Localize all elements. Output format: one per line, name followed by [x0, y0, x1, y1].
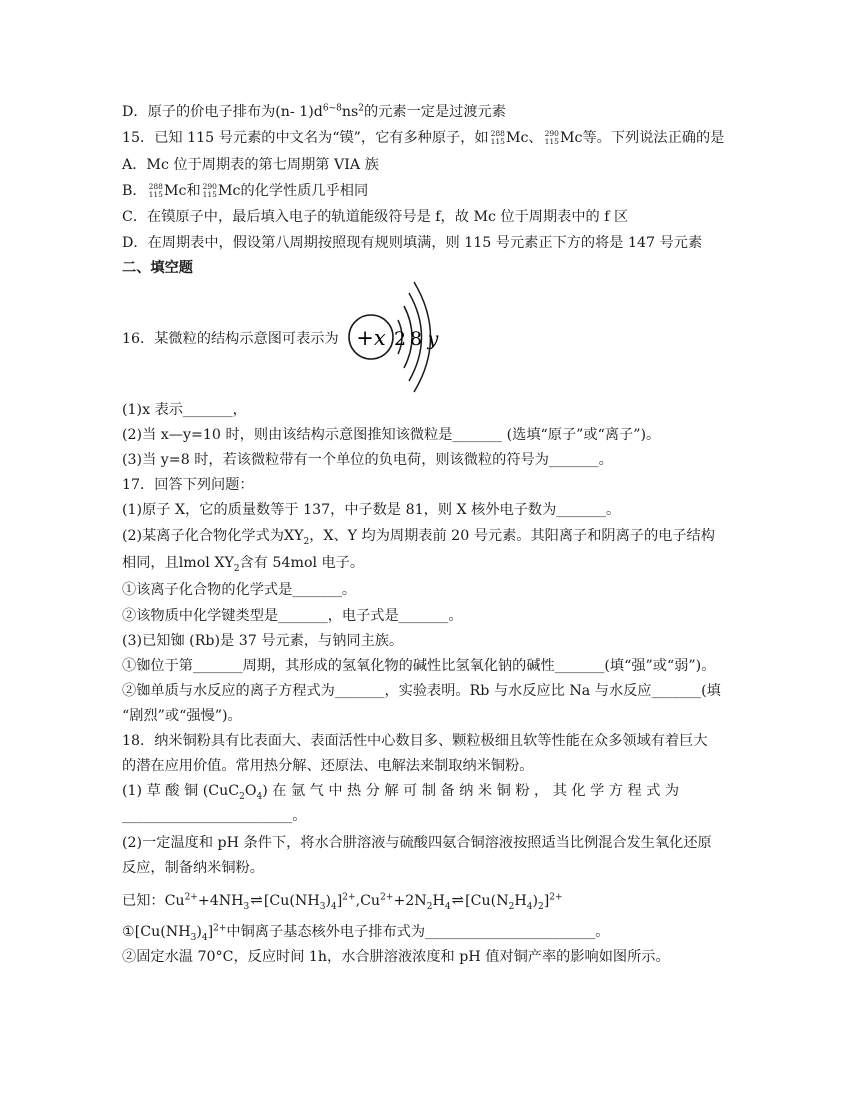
text: 15．已知 115 号元素的中文名为“镆”，它有多种原子，如: [122, 130, 489, 146]
atomic-number: 115: [544, 137, 559, 146]
element-symbol: Mc: [163, 183, 187, 199]
text: H: [432, 893, 445, 909]
text: [Cu(N: [465, 893, 509, 909]
subscript: 4: [201, 932, 208, 943]
subscript: 4: [256, 791, 263, 802]
atom-structure-diagram: [346, 280, 456, 395]
subscript: 4: [526, 901, 533, 912]
mass-number: 288: [490, 129, 505, 138]
question-18-part-1-answer-line: ________________________。: [122, 808, 307, 824]
subscript: 3: [319, 901, 326, 912]
text: 等。下列说法正确的是: [582, 130, 725, 146]
superscript: 2+: [213, 923, 227, 934]
subscript: 2: [538, 901, 544, 912]
text: 、: [528, 130, 543, 146]
subscript: 2: [233, 563, 240, 574]
question-18-part-2-b: ②固定水温 70°C，反应时间 1h，水合肼溶液浓度和 pH 值对铜产率的影响如图所示。: [122, 949, 670, 965]
text: ，X、Y 均为周期表前 20 号元素。其阳离子和阴离子的电子结构: [309, 528, 715, 544]
text: ) 在 氩 气 中 热 分 解 可 制 备 纳 米 铜 粉 ， 其 化 学 方 程 式 为: [262, 783, 680, 799]
question-17-part-3-b: ②铷单质与水反应的离子方程式为_______，实验表明。Rb 与水反应比 Na 与水反应_______(填: [122, 683, 721, 699]
text: +2N: [393, 893, 427, 909]
text: 含有 54mol 电子。: [239, 555, 365, 571]
question-18-stem-line-2: 的潜在应用价值。常用热分解、还原法、电解法来制取纳米铜粉。: [122, 758, 534, 774]
superscript: 2+: [549, 892, 563, 903]
subscript: 4: [331, 901, 337, 912]
text: ,Cu: [355, 893, 381, 909]
element-symbol: Mc: [559, 130, 583, 146]
shell-1-electrons: 2: [393, 328, 407, 350]
subscript: 2: [303, 536, 310, 547]
nucleus-charge: +x: [356, 326, 386, 350]
atomic-number: 115: [202, 190, 217, 199]
superscript: 2+: [184, 892, 198, 903]
isotope-notation: [149, 183, 163, 199]
formula: lmol XY: [178, 555, 234, 571]
subscript: 4: [444, 901, 451, 912]
question-16-part-1: (1)x 表示_______，: [122, 402, 247, 418]
isotope-notation: [203, 183, 217, 199]
mass-number: 290: [202, 182, 217, 191]
text: 和: [186, 183, 201, 199]
text: 的化学性质几乎相同: [240, 183, 369, 199]
known-equilibria: [122, 890, 563, 911]
text: [Cu(NH: [263, 893, 320, 909]
question-18-part-1: [122, 781, 679, 801]
text: ]: [207, 924, 214, 940]
option-c-q15: C．在镆原子中，最后填入电子的轨道能级符号是 f，故 Mc 位于周期表中的 f 区: [122, 209, 629, 225]
text: 已知：Cu: [122, 893, 185, 909]
text: ): [325, 893, 331, 909]
question-17-stem: 17．回答下列问题：: [122, 477, 254, 493]
text: (1) 草 酸 铜 (CuC: [122, 783, 240, 799]
isotope-notation: [545, 130, 559, 146]
superscript: 2+: [380, 892, 394, 903]
mass-number: 288: [148, 182, 163, 191]
question-15-stem: [122, 128, 724, 148]
element-symbol: Mc: [217, 183, 241, 199]
text: ]: [336, 893, 343, 909]
text: ): [532, 893, 538, 909]
shell-2-electrons: 8: [409, 328, 423, 350]
question-18-part-2-line-2: 反应，制备纳米铜粉。: [122, 860, 264, 876]
section-heading: 二、填空题: [122, 260, 193, 276]
superscript: 6~8: [322, 103, 342, 114]
question-16-part-2: (2)当 x—y=10 时，则由该结构示意图推知该微粒是_______ (选填“原子”或“离子”)。: [122, 427, 661, 443]
option-a-q15: A．Mc 位于周期表的第七周期第 VIA 族: [122, 157, 379, 173]
subscript: 3: [190, 932, 197, 943]
text: D．原子的价电子排布为(n- 1)d: [122, 104, 323, 120]
isotope-notation: [491, 130, 505, 146]
shell-3-electrons: y: [427, 328, 439, 350]
question-17-part-1: (1)原子 X，它的质量数等于 137，中子数是 81，则 X 核外电子数为_______。: [122, 502, 621, 518]
question-18-part-2-a: [122, 922, 610, 942]
question-17-part-2-a: ①该离子化合物的化学式是_______。: [122, 582, 357, 598]
option-b-q15: [122, 181, 368, 201]
text: H: [514, 893, 527, 909]
question-17-part-3: (3)已知铷 (Rb)是 37 号元素，与钠同主族。: [122, 633, 404, 649]
text: ①[Cu(NH: [122, 924, 191, 940]
question-18-stem-line-1: 18．纳米铜粉具有比表面大、表面活性中心数目多、颗粒极细且软等性能在众多领域有着巨大: [122, 733, 708, 749]
question-17-part-2-b: ②该物质中化学键类型是_______，电子式是_______。: [122, 608, 463, 624]
text: O: [244, 783, 257, 799]
text: B．: [122, 183, 147, 199]
atomic-number: 115: [148, 190, 163, 199]
subscript: 2: [426, 901, 433, 912]
element-symbol: Mc: [505, 130, 529, 146]
question-16-part-3: (3)当 y=8 时，若该微粒带有一个单位的负电荷，则该微粒的符号为_______。: [122, 452, 613, 468]
text: 中铜离子基态核外电子排布式为________________________。: [226, 924, 610, 940]
text: (2)某离子化合物化学式为: [122, 528, 284, 544]
question-16-stem: 16．某微粒的结构示意图可表示为: [122, 331, 339, 347]
mass-number: 290: [544, 129, 559, 138]
text: 的元素一定是过渡元素: [364, 104, 506, 120]
option-d-q14: [122, 102, 506, 122]
atomic-number: 115: [490, 137, 505, 146]
text: +4NH: [197, 893, 244, 909]
equilibrium-arrow: ⇌: [451, 891, 465, 909]
subscript: 2: [508, 901, 515, 912]
subscript: 3: [243, 901, 250, 912]
question-17-part-3-a: ①铷位于第_______周期，其形成的氢氧化物的碱性比氢氧化钠的碱性_______(填“强”或“弱”)。: [122, 658, 716, 674]
superscript: 2+: [342, 892, 356, 903]
option-d-q15: D．在周期表中，假设第八周期按照现有规则填满，则 115 号元素正下方的将是 147 号元素: [122, 235, 703, 251]
text: 相同，且: [122, 555, 179, 571]
question-17-part-2-line-1: [122, 526, 715, 546]
question-17-part-2-line-2: [122, 553, 364, 573]
formula: XY: [283, 528, 304, 544]
question-17-part-3-b-cont: “剧烈”或“强慢”)。: [122, 708, 242, 724]
text: ns: [341, 104, 359, 120]
text: ]: [543, 893, 550, 909]
superscript: 2: [358, 103, 365, 114]
subscript: 2: [239, 791, 245, 802]
question-18-part-2-line-1: (2)一定温度和 pH 条件下，将水合肼溶液与硫酸四氨合铜溶液按照适当比例混合发生氧化还原: [122, 835, 712, 851]
text: ): [196, 924, 202, 940]
equilibrium-arrow: ⇌: [250, 891, 263, 909]
